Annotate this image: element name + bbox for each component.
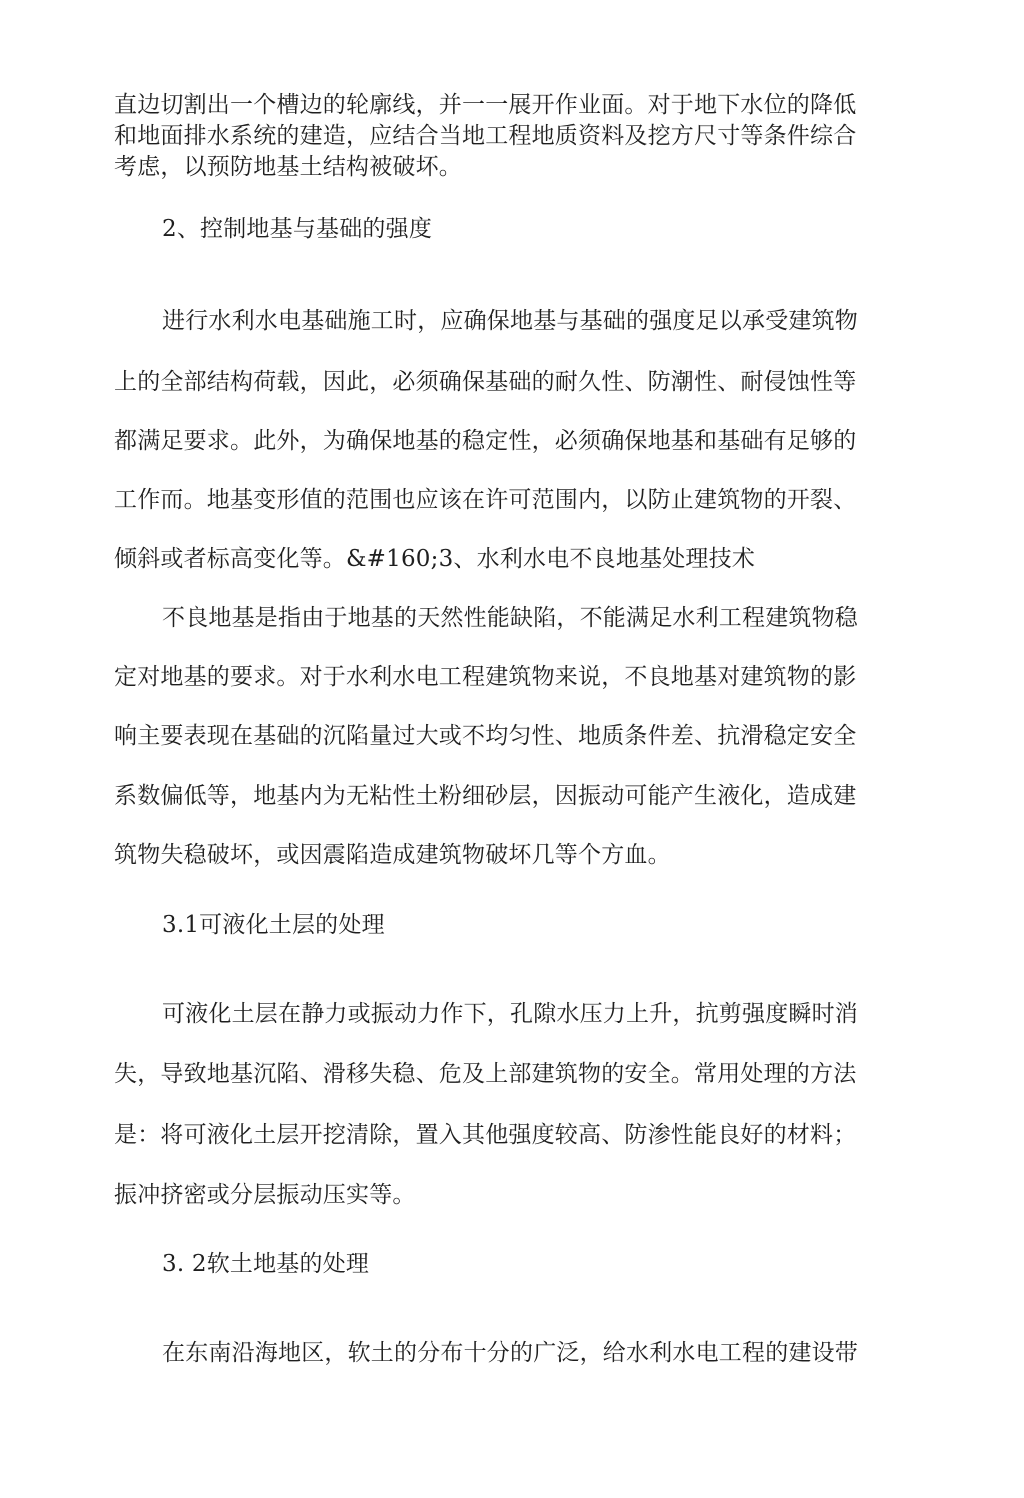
section-heading: 3. 2软土地基的处理: [162, 1251, 370, 1277]
body-text-line: 和地面排水系统的建造，应结合当地工程地质资料及挖方尺寸等条件综合: [114, 123, 857, 149]
body-text-line: 失，导致地基沉陷、滑移失稳、危及上部建筑物的安全。常用处理的方法: [114, 1061, 857, 1087]
body-text-line: 工作而。地基变形值的范围也应该在许可范围内，以防止建筑物的开裂、: [114, 487, 857, 513]
body-text-line: 都满足要求。此外，为确保地基的稳定性，必须确保地基和基础有足够的: [114, 428, 857, 454]
body-text-line: 不良地基是指由于地基的天然性能缺陷，不能满足水利工程建筑物稳: [162, 605, 858, 631]
body-text-line: 系数偏低等，地基内为无粘性土粉细砂层，因振动可能产生液化，造成建: [114, 783, 857, 809]
section-heading: 3.1可液化土层的处理: [162, 912, 385, 938]
body-text-line: 进行水利水电基础施工时，应确保地基与基础的强度足以承受建筑物: [162, 308, 858, 334]
body-text-line: 振冲挤密或分层振动压实等。: [114, 1182, 416, 1208]
body-text-line: 考虑，以预防地基土结构被破坏。: [114, 154, 462, 180]
body-text-line: 可液化土层在静力或振动力作下，孔隙水压力上升，抗剪强度瞬时消: [162, 1001, 858, 1027]
body-text-line: 响主要表现在基础的沉陷量过大或不均匀性、地质条件差、抗滑稳定安全: [114, 723, 857, 749]
body-text-line: 是：将可液化土层开挖清除，置入其他强度较高、防渗性能良好的材料；: [114, 1122, 857, 1148]
body-text-line: 直边切割出一个槽边的轮廓线，并一一展开作业面。对于地下水位的降低: [114, 92, 857, 118]
section-heading: 2、控制地基与基础的强度: [162, 216, 433, 242]
body-text-line: 上的全部结构荷载，因此，必须确保基础的耐久性、防潮性、耐侵蚀性等: [114, 369, 857, 395]
body-text-line: 倾斜或者标高变化等。&#160;3、水利水电不良地基处理技术: [114, 546, 756, 572]
body-text-line: 在东南沿海地区，软土的分布十分的广泛，给水利水电工程的建设带: [162, 1340, 858, 1366]
body-text-line: 筑物失稳破坏，或因震陷造成建筑物破坏几等个方血。: [114, 842, 671, 868]
body-text-line: 定对地基的要求。对于水利水电工程建筑物来说，不良地基对建筑物的影: [114, 664, 857, 690]
